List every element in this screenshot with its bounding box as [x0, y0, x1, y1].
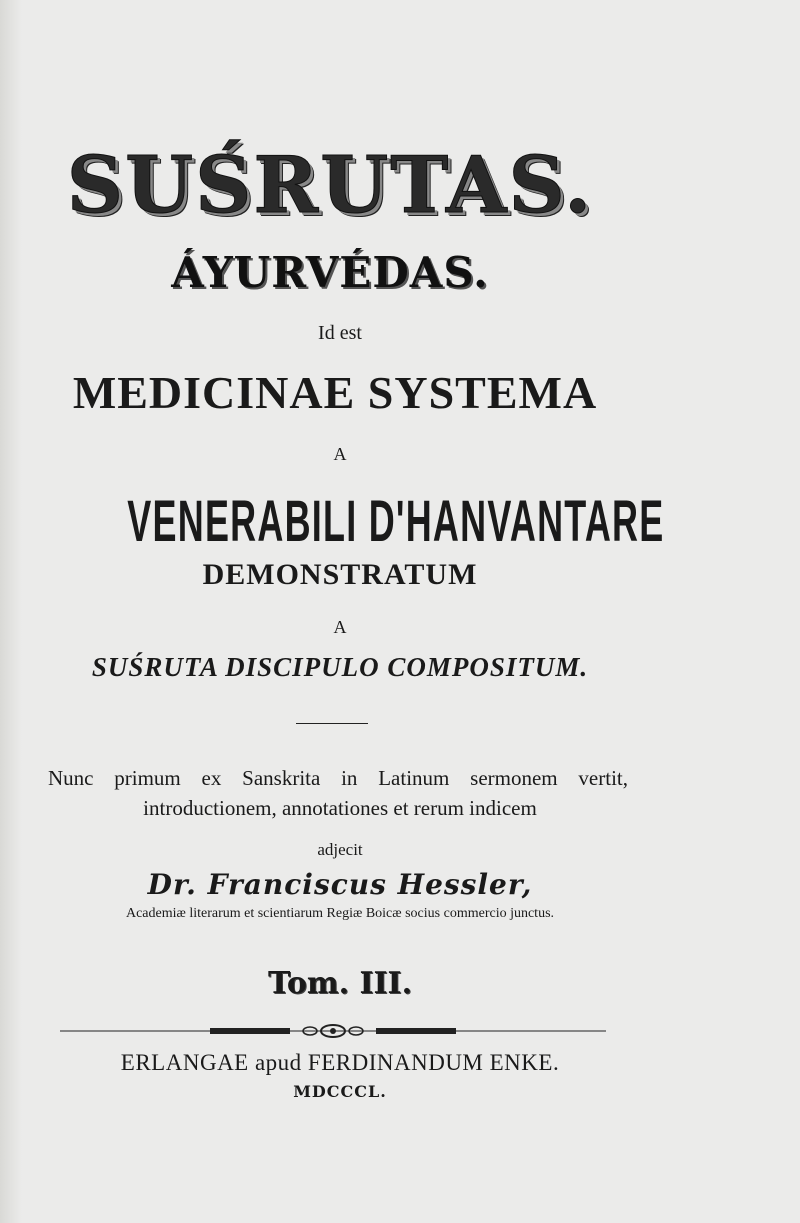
imprint-publisher: ERLANGAE apud FERDINANDUM ENKE.	[120, 1050, 560, 1075]
connector-a-1: A	[333, 444, 347, 464]
translation-note-line-2: introductionem, annotationes et rerum indicem	[143, 796, 537, 820]
susruta-heading: SUŚRUTA DISCIPULO COMPOSITUM.	[91, 652, 589, 682]
main-title: MEDICINAE SYSTEMA	[72, 367, 598, 418]
venerabili-heading: VENERABILI D'HANVANTARE	[127, 489, 665, 554]
ornamental-rule	[60, 1024, 606, 1038]
ornamental-title: SUŚRUTAS.	[66, 140, 594, 231]
id-est-text: Id est	[318, 322, 362, 344]
short-divider-rule	[296, 723, 368, 724]
connector-a-2: A	[333, 617, 347, 637]
author-affiliation: Academiæ literarum et scientiarum Regiæ Boicæ socius commercio junctus.	[125, 906, 555, 921]
volume-number: Tom. III.	[267, 966, 413, 1001]
demonstratum-heading: DEMONSTRATUM	[202, 558, 478, 591]
adjecit-text: adjecit	[317, 840, 363, 859]
subtitle: ÁYURVÉDAS.	[171, 248, 489, 297]
author-name: Dr. Franciscus Hessler,	[147, 868, 533, 901]
imprint-year: MDCCCL.	[293, 1082, 387, 1101]
translation-note-line-1: Nunc primum ex Sanskrita in Latinum sermonem vertit,	[48, 766, 628, 790]
